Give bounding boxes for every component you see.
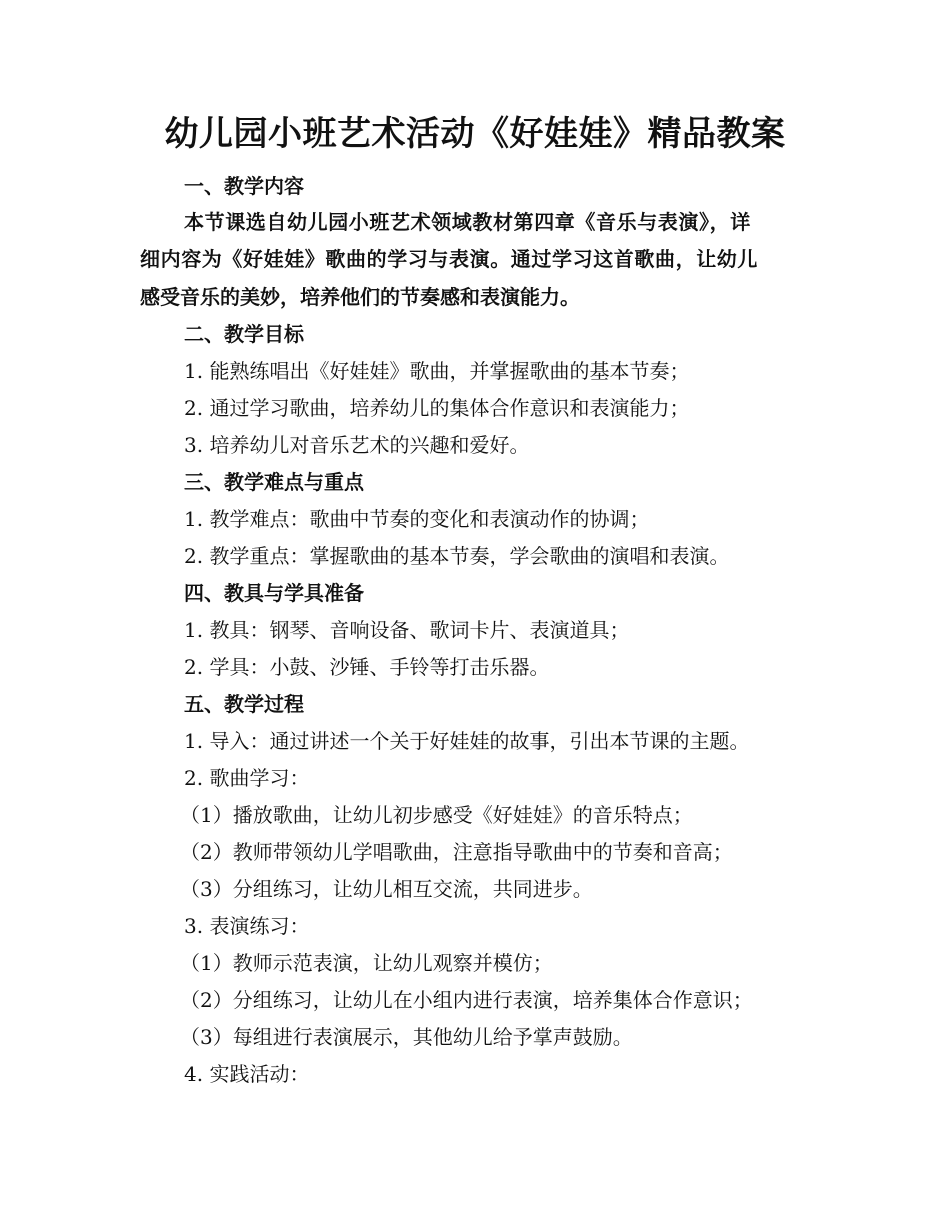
process-line: 1. 导入：通过讲述一个关于好娃娃的故事，引出本节课的主题。 xyxy=(184,729,750,753)
list-item: 2. 通过学习歌曲，培养幼儿的集体合作意识和表演能力； xyxy=(184,396,690,420)
list-item: 2. 教学重点：掌握歌曲的基本节奏，学会歌曲的演唱和表演。 xyxy=(184,544,730,568)
content-paragraph-line: 细内容为《好娃娃》歌曲的学习与表演。通过学习这首歌曲，让幼儿 xyxy=(140,247,758,271)
list-item: 3. 培养幼儿对音乐艺术的兴趣和爱好。 xyxy=(184,433,530,457)
list-item: 1. 能熟练唱出《好娃娃》歌曲，并掌握歌曲的基本节奏； xyxy=(184,359,690,383)
process-subline: （1）播放歌曲，让幼儿初步感受《好娃娃》的音乐特点； xyxy=(180,803,693,827)
section-heading-objectives: 二、教学目标 xyxy=(184,322,304,346)
section-heading-process: 五、教学过程 xyxy=(184,692,304,716)
process-line: 2. 歌曲学习： xyxy=(184,766,310,790)
list-item: 1. 教学难点：歌曲中节奏的变化和表演动作的协调； xyxy=(184,507,650,531)
section-heading-content: 一、教学内容 xyxy=(184,174,304,198)
process-subline: （2）分组练习，让幼儿在小组内进行表演，培养集体合作意识； xyxy=(180,988,753,1012)
content-paragraph-line: 感受音乐的美妙，培养他们的节奏感和表演能力。 xyxy=(140,285,580,309)
content-paragraph-line: 本节课选自幼儿园小班艺术领域教材第四章《音乐与表演》，详 xyxy=(184,210,751,234)
section-heading-difficulties: 三、教学难点与重点 xyxy=(184,470,364,494)
process-subline: （3）分组练习，让幼儿相互交流，共同进步。 xyxy=(180,877,593,901)
document-title: 幼儿园小班艺术活动《好娃娃》精品教案 xyxy=(164,114,786,154)
list-item: 1. 教具：钢琴、音响设备、歌词卡片、表演道具； xyxy=(184,618,630,642)
process-line: 4. 实践活动： xyxy=(184,1062,310,1086)
process-subline: （2）教师带领幼儿学唱歌曲，注意指导歌曲中的节奏和音高； xyxy=(180,840,733,864)
process-line: 3. 表演练习： xyxy=(184,914,310,938)
list-item: 2. 学具：小鼓、沙锤、手铃等打击乐器。 xyxy=(184,655,550,679)
process-subline: （3）每组进行表演展示，其他幼儿给予掌声鼓励。 xyxy=(180,1025,633,1049)
section-heading-materials: 四、教具与学具准备 xyxy=(184,581,364,605)
process-subline: （1）教师示范表演，让幼儿观察并模仿； xyxy=(180,951,553,975)
